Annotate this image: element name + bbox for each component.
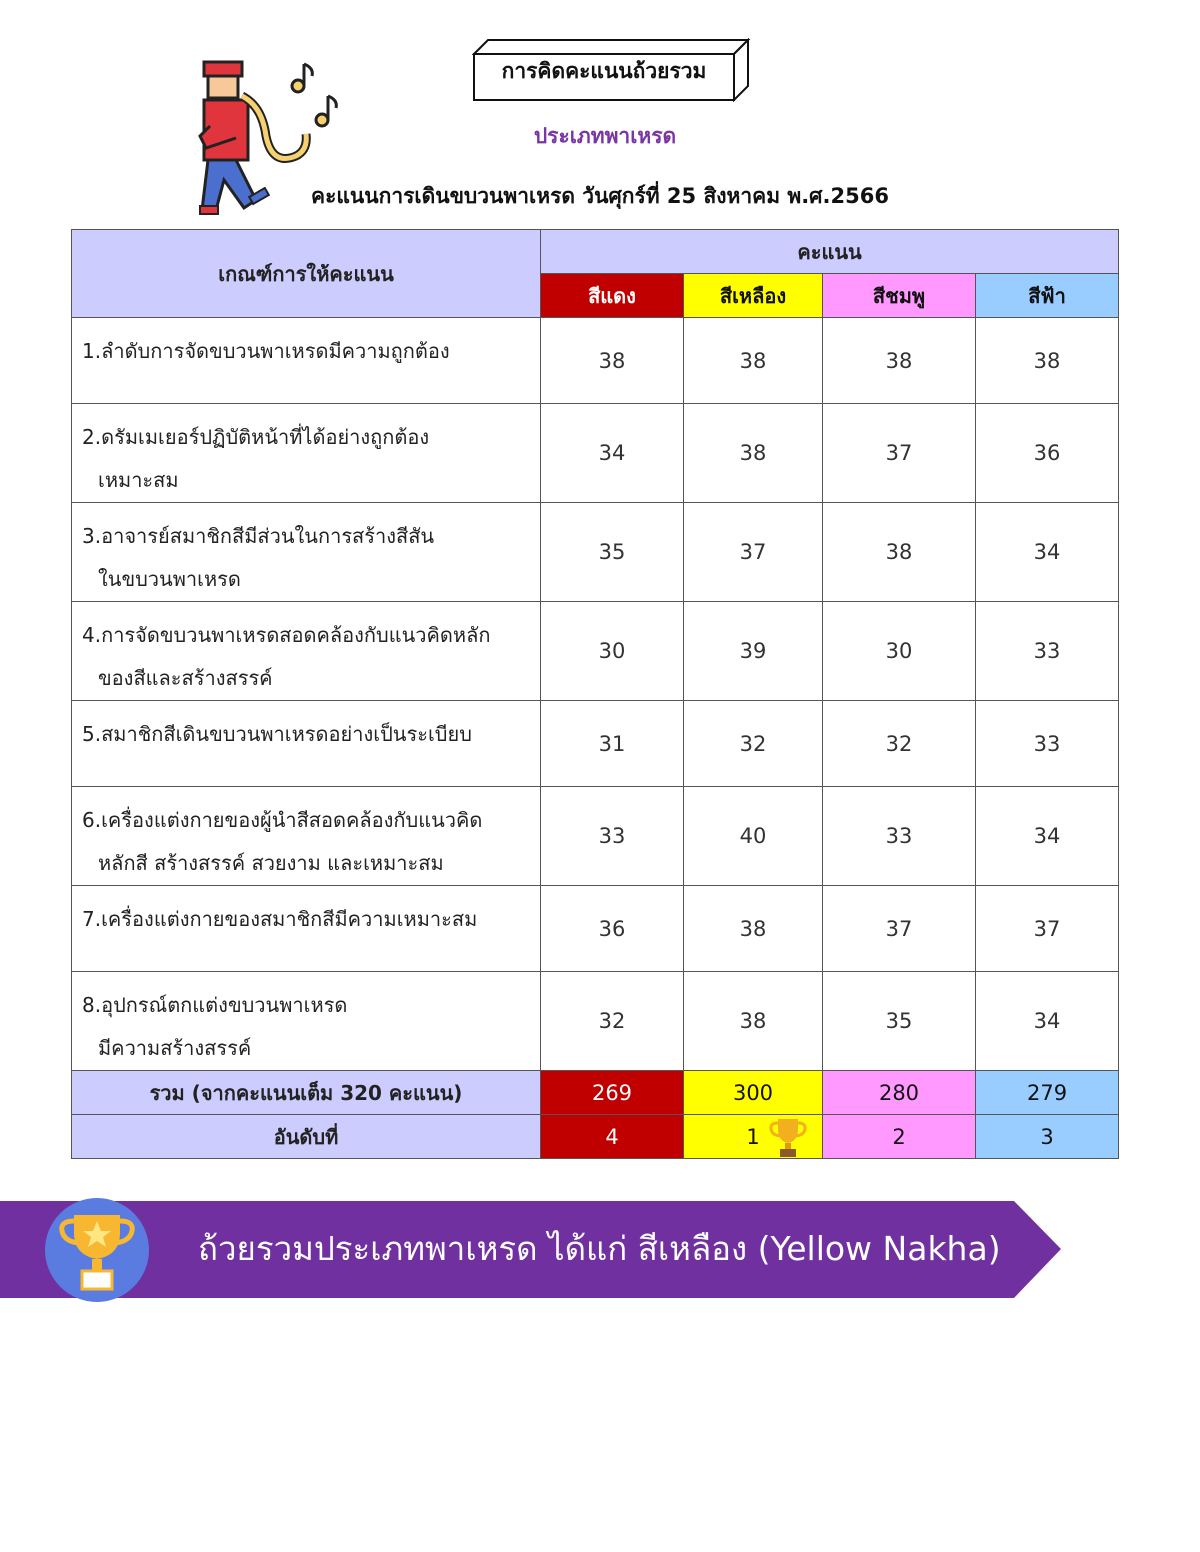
score-cell: 32 <box>541 972 684 1071</box>
parade-category-subtitle: ประเภทพาเหรด <box>533 124 677 148</box>
criteria-text-continued: เหมาะสม <box>98 468 179 492</box>
score-cell: 34 <box>976 972 1119 1071</box>
criteria-row <box>72 886 1119 972</box>
score-cell: 33 <box>976 701 1119 787</box>
score-cell: 38 <box>823 503 976 602</box>
score-cell: 33 <box>541 787 684 886</box>
criteria-cell <box>72 972 541 1071</box>
team-header-red: สีแดง <box>541 274 684 318</box>
criteria-text: 3.อาจารย์สมาชิกสีมีส่วนในการสร้างสีสัน <box>82 524 435 548</box>
score-cell: 34 <box>976 787 1119 886</box>
criteria-text: 1.ลำดับการจัดขบวนพาเหรดมีความถูกต้อง <box>82 339 450 363</box>
criteria-text: 6.เครื่องแต่งกายของผู้นำสีสอดคล้องกับแนวคิด <box>82 808 483 832</box>
trophy-badge-icon <box>44 1197 150 1303</box>
criteria-text: 8.อุปกรณ์ตกแต่งขบวนพาเหรด <box>82 993 348 1017</box>
score-cell: 32 <box>823 701 976 787</box>
score-cell: 40 <box>684 787 823 886</box>
criteria-cell <box>72 787 541 886</box>
criteria-cell <box>72 602 541 701</box>
winner-banner-text: ถ้วยรวมประเภทพาเหรด ได้แก่ สีเหลือง (Yellow Nakha) <box>198 1228 1001 1268</box>
score-cell: 34 <box>541 404 684 503</box>
rank-yellow: 1 <box>746 1124 760 1149</box>
score-table <box>71 229 1119 1159</box>
criteria-text: 5.สมาชิกสีเดินขบวนพาเหรดอย่างเป็นระเบียบ <box>82 722 472 746</box>
score-cell: 30 <box>823 602 976 701</box>
total-yellow: 300 <box>684 1071 823 1115</box>
rank-yellow-cell <box>684 1115 823 1159</box>
criteria-row <box>72 972 1119 1071</box>
criteria-header: เกณฑ์การให้คะแนน <box>72 230 541 318</box>
rank-red: 4 <box>541 1115 684 1159</box>
rank-blue: 3 <box>976 1115 1119 1159</box>
criteria-text: 2.ดรัมเมเยอร์ปฏิบัติหน้าที่ได้อย่างถูกต้อง <box>82 425 430 449</box>
score-cell: 33 <box>823 787 976 886</box>
criteria-rows <box>72 318 1119 1071</box>
criteria-row <box>72 318 1119 404</box>
score-cell: 37 <box>684 503 823 602</box>
score-cell: 37 <box>823 886 976 972</box>
criteria-row <box>72 701 1119 787</box>
criteria-text-continued: หลักสี สร้างสรรค์ สวยงาม และเหมาะสม <box>98 851 444 875</box>
score-cell: 38 <box>823 318 976 404</box>
criteria-row <box>72 602 1119 701</box>
criteria-cell <box>72 701 541 787</box>
score-cell: 39 <box>684 602 823 701</box>
score-cell: 32 <box>684 701 823 787</box>
score-cell: 33 <box>976 602 1119 701</box>
criteria-text-continued: มีความสร้างสรรค์ <box>98 1036 252 1060</box>
date-heading: คะแนนการเดินขบวนพาเหรด วันศุกร์ที่ 25 สิงหาคม พ.ศ.2566 <box>311 184 889 208</box>
score-cell: 35 <box>541 503 684 602</box>
title-box <box>472 38 752 102</box>
criteria-row <box>72 404 1119 503</box>
score-cell: 38 <box>684 886 823 972</box>
criteria-text-continued: ของสีและสร้างสรรค์ <box>98 666 273 690</box>
score-cell: 38 <box>541 318 684 404</box>
total-label: รวม (จากคะแนนเต็ม 320 คะแนน) <box>72 1071 541 1115</box>
trophy-icon <box>768 1117 808 1159</box>
score-header: คะแนน <box>541 230 1119 274</box>
criteria-cell <box>72 318 541 404</box>
score-cell: 38 <box>976 318 1119 404</box>
score-cell: 38 <box>684 404 823 503</box>
score-cell: 30 <box>541 602 684 701</box>
criteria-cell <box>72 404 541 503</box>
score-cell: 35 <box>823 972 976 1071</box>
rank-label: อันดับที่ <box>72 1115 541 1159</box>
page-title: การคิดคะแนนถ้วยรวม <box>501 58 707 83</box>
criteria-text-continued: ในขบวนพาเหรด <box>98 567 241 591</box>
score-cell: 31 <box>541 701 684 787</box>
total-blue: 279 <box>976 1071 1119 1115</box>
criteria-text: 7.เครื่องแต่งกายของสมาชิกสีมีความเหมาะสม <box>82 907 478 931</box>
score-cell: 38 <box>684 972 823 1071</box>
team-header-pink: สีชมพู <box>823 274 976 318</box>
score-cell: 38 <box>684 318 823 404</box>
score-cell: 37 <box>976 886 1119 972</box>
criteria-row <box>72 503 1119 602</box>
team-header-blue: สีฟ้า <box>976 274 1119 318</box>
criteria-cell <box>72 886 541 972</box>
score-cell: 34 <box>976 503 1119 602</box>
criteria-cell <box>72 503 541 602</box>
score-cell: 36 <box>976 404 1119 503</box>
total-pink: 280 <box>823 1071 976 1115</box>
score-cell: 37 <box>823 404 976 503</box>
rank-pink: 2 <box>823 1115 976 1159</box>
criteria-row <box>72 787 1119 886</box>
team-header-yellow: สีเหลือง <box>684 274 823 318</box>
score-cell: 36 <box>541 886 684 972</box>
total-red: 269 <box>541 1071 684 1115</box>
criteria-text: 4.การจัดขบวนพาเหรดสอดคล้องกับแนวคิดหลัก <box>82 623 491 647</box>
